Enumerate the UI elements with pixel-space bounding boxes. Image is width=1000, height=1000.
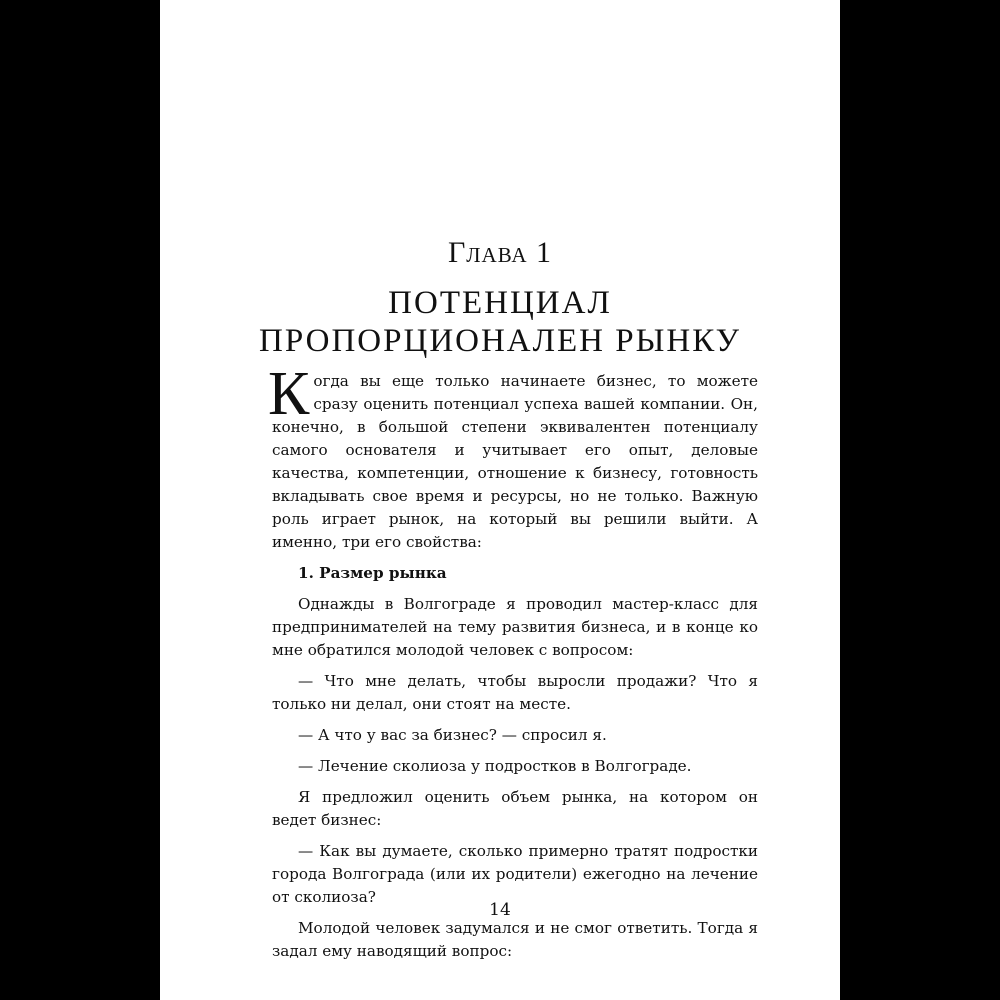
chapter-title-line-1: ПОТЕНЦИАЛ <box>388 285 612 321</box>
chapter-title <box>160 284 840 360</box>
intro-paragraph <box>268 360 758 554</box>
book-page <box>160 0 840 1000</box>
paragraph: — Лечение сколиоза у подростков в Волгограде. <box>298 757 692 775</box>
paragraph: Я предложил оценить объем рынка, на котором он ведет бизнес: <box>272 788 758 829</box>
section-heading: 1. Размер рынка <box>298 564 447 582</box>
paragraph: — А что у вас за бизнес? — спросил я. <box>298 726 607 744</box>
intro-text: огда вы еще только начинаете бизнес, то можете сразу оценить потенциал успеха вашей компании. Он, конечно, в большой степени эквивалентен потенциалу самого основателя и учитывает его опыт, деловые качества, компетенции, отношение к бизнесу, готовность вкладывать свое время и ресурсы, но не только. Важную роль играет рынок, на который вы решили выйти. А именно, три его свойства: <box>272 372 758 551</box>
paragraph: — Что мне делать, чтобы выросли продажи? Что я только ни делал, они стоят на месте. <box>272 672 758 713</box>
chapter-title-line-2: ПРОПОРЦИОНАЛЕН РЫНКУ <box>259 323 741 359</box>
page-number: 14 <box>489 900 511 920</box>
drop-cap: К <box>268 360 310 428</box>
paragraph: Однажды в Волгограде я проводил мастер-класс для предпринимателей на тему развития бизнеса, и в конце ко мне обратился молодой человек с вопросом: <box>272 595 758 659</box>
paragraph: — Как вы думаете, сколько примерно тратят подростки города Волгограда (или их родители) ежегодно на лечение от сколиоза? <box>272 842 758 906</box>
paragraph: Молодой человек задумался и не смог ответить. Тогда я задал ему наводящий вопрос: <box>272 919 758 960</box>
chapter-label: Глава 1 <box>447 236 553 269</box>
body-text <box>268 360 758 963</box>
